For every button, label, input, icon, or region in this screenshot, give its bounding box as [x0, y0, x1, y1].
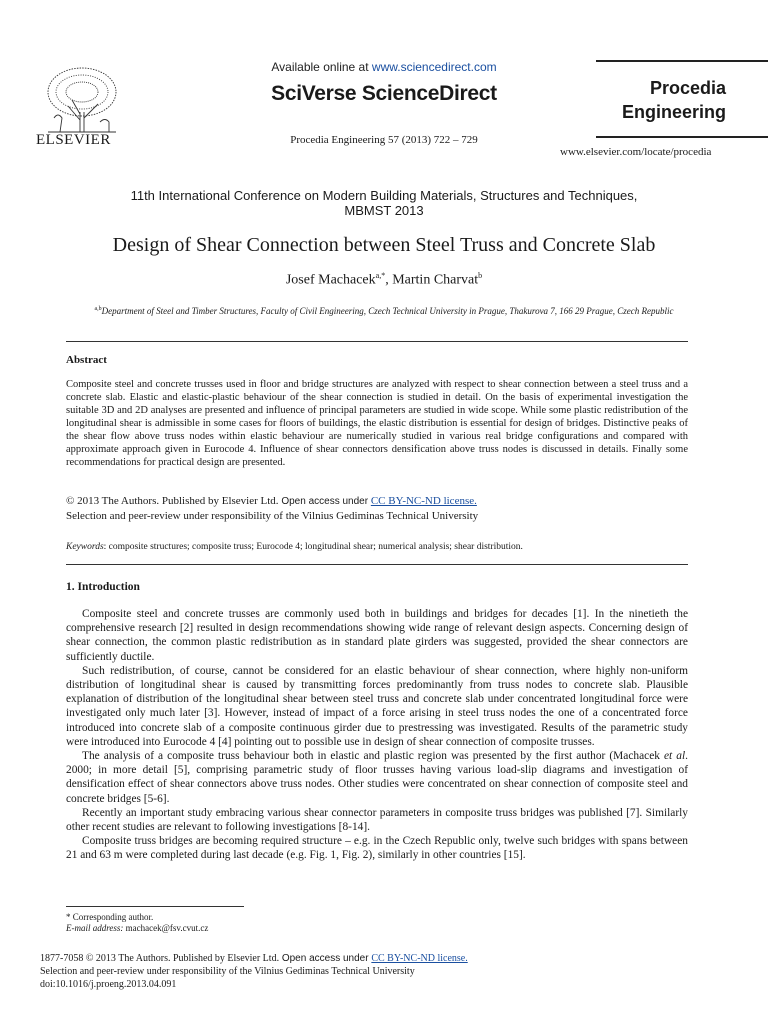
- paragraph: Recently an important study embracing various shear connector parameters in composite truss bridges was published [7]. Similarly other recent studies are relevant to following investigations [8-14].: [66, 806, 688, 834]
- paragraph-text: . 2000; in more detail [5], comprising parametric study of floor trusses having various load-slip diagrams and investigation of densification effect of shear connectors above truss nodes. Other studies were concentrated on shear connection of composite steel and concrete bridges [5-6].: [66, 750, 688, 805]
- open-access-text: Open access under: [278, 496, 371, 507]
- author-1-affil-mark: a,*: [375, 271, 386, 280]
- abstract-heading: Abstract: [66, 354, 107, 366]
- author-1: Josef Machacek: [285, 272, 376, 288]
- paragraph: Composite steel and concrete trusses are commonly used both in buildings and bridges for decades [1]. In the ninetieth the comprehensive research [2] resulted in design recommendations showing wide range of relevant design aspects. Concerning design of shear connection, the common plastic redistribution as in standard plate girders was suggested, provided the shear connectors are sufficiently ductile.: [66, 608, 688, 663]
- license-link[interactable]: CC BY-NC-ND license.: [371, 953, 468, 964]
- introduction-body: [66, 607, 688, 863]
- paragraph-text-italic: et al: [664, 750, 686, 763]
- issn-copyright-text: 1877-7058 © 2013 The Authors. Published by Elsevier Ltd.: [40, 953, 280, 964]
- available-online-text: Available online at: [271, 60, 372, 74]
- abstract-body: Composite steel and concrete trusses used in floor and bridge structures are analyzed with respect to shear connection between a steel truss and a concrete slab. Elastic and elastic-plastic behaviour of the shear connection is studied in detail. On the basis of experimental investigation the suitable 3D and 2D analyses are presented and influence of principal parameters are studied in wide scope. While some plastic redistribution of the longitudinal shear is admissible in some cases for floors of buildings, the elastic distribution is essential for design of bridges. Distinctive peaks of the shear flow above truss nodes within elastic behaviour are numerically studied in various real bridge configurations and compared with approximate approach given in Eurocode 4. Influence of shear connectors densification above truss nodes is discussed in details. Finally some recommendations for practical design are presented.: [66, 379, 688, 468]
- journal-bottom-rule: [596, 136, 768, 138]
- paragraph-text: The analysis of a composite truss behaviour both in elastic and plastic region was presented by the first author (Machacek: [82, 750, 664, 763]
- journal-url-link[interactable]: www.elsevier.com/locate/procedia: [560, 146, 712, 158]
- article-title: Design of Shear Connection between Steel Truss and Concrete Slab: [112, 234, 656, 256]
- keywords-label: Keywords: [66, 542, 104, 552]
- bottom-legal: [40, 952, 468, 991]
- conference-line2: MBMST 2013: [344, 203, 424, 218]
- selection-notice: Selection and peer-review under responsibility of the Vilnius Gediminas Technical University: [66, 510, 479, 522]
- email-label: E-mail address:: [66, 923, 124, 933]
- keywords-list: : composite structures; composite truss; Eurocode 4; longitudinal shear; numerical analysis; shear distribution.: [103, 542, 523, 552]
- copyright-notice: [66, 494, 688, 524]
- journal-name-line1: Procedia: [649, 78, 726, 98]
- journal-name-line2: Engineering: [621, 102, 726, 122]
- footnote-rule: [66, 906, 244, 907]
- author-2-affil-mark: b: [478, 271, 483, 280]
- affiliation-text: Department of Steel and Timber Structures, Faculty of Civil Engineering, Czech Technical University in Prague, Thakurova 7, 166 29 Prague, Czech Republic: [101, 306, 674, 316]
- open-access-text: Open access under: [279, 953, 372, 964]
- journal-citation: Procedia Engineering 57 (2013) 722 – 729: [290, 134, 478, 146]
- abstract-top-rule: [66, 341, 688, 342]
- author-separator: ,: [385, 272, 393, 288]
- sciencedirect-link[interactable]: www.sciencedirect.com: [371, 60, 497, 74]
- copyright-text: © 2013 The Authors. Published by Elsevier Ltd.: [66, 495, 279, 507]
- paragraph: Such redistribution, of course, cannot be considered for an elastic behaviour of shear connection, where highly non-uniform distribution of longitudinal shear is caused by transmitting forces predominantly from truss nodes to concrete slab. Plausible explanation of distribution of the longitudinal shear between steel truss and concrete slab under concentrated longitudinal force were investigated only much later [3]. However, instead of impact of a force arising in steel truss nodes the one of a concentrated force introduced into concrete slab of a composite continuous girder due to prestressing was investigated. Results of the parametric study were introduced into Eurocode 4 [4] pointing out to possible use in design of shear connection of composite trusses.: [66, 664, 688, 748]
- author-list: [0, 271, 768, 289]
- copyright-line: [66, 494, 688, 509]
- conference-line1: 11th International Conference on Modern Building Materials, Structures and Techniques,: [130, 188, 638, 203]
- paragraph: Composite truss bridges are becoming required structure – e.g. in the Czech Republic only, twelve such bridges with spans between 21 and 63 m were completed during last decade (e.g. Fig. 1, Fig. 2), similarly in other countries [15].: [66, 835, 688, 862]
- selection-notice: Selection and peer-review under responsibility of the Vilnius Gediminas Technical University: [40, 966, 415, 977]
- author-2: Martin Charvat: [392, 272, 479, 288]
- footnote: [66, 912, 208, 934]
- abstract-bottom-rule: [66, 564, 688, 565]
- license-link[interactable]: CC BY-NC-ND license.: [370, 495, 477, 507]
- affiliation: [80, 303, 688, 317]
- issn-line: [40, 952, 468, 965]
- keywords: [66, 542, 688, 552]
- journal-name: [596, 76, 726, 124]
- email-line: [66, 923, 208, 934]
- platform-wordmark: SciVerse ScienceDirect: [271, 82, 497, 105]
- paragraph: [66, 749, 688, 806]
- doi: doi:10.1016/j.proeng.2013.04.091: [40, 979, 177, 990]
- affiliation-mark: a,b: [94, 306, 102, 312]
- journal-top-rule: [596, 60, 768, 62]
- email-address: machacek@fsv.cvut.cz: [123, 923, 209, 933]
- available-online: [0, 60, 768, 74]
- publisher-name: ELSEVIER: [36, 132, 111, 148]
- section-heading-introduction: 1. Introduction: [66, 581, 140, 593]
- corresponding-author-note: * Corresponding author.: [66, 912, 154, 922]
- conference-name: [0, 188, 768, 218]
